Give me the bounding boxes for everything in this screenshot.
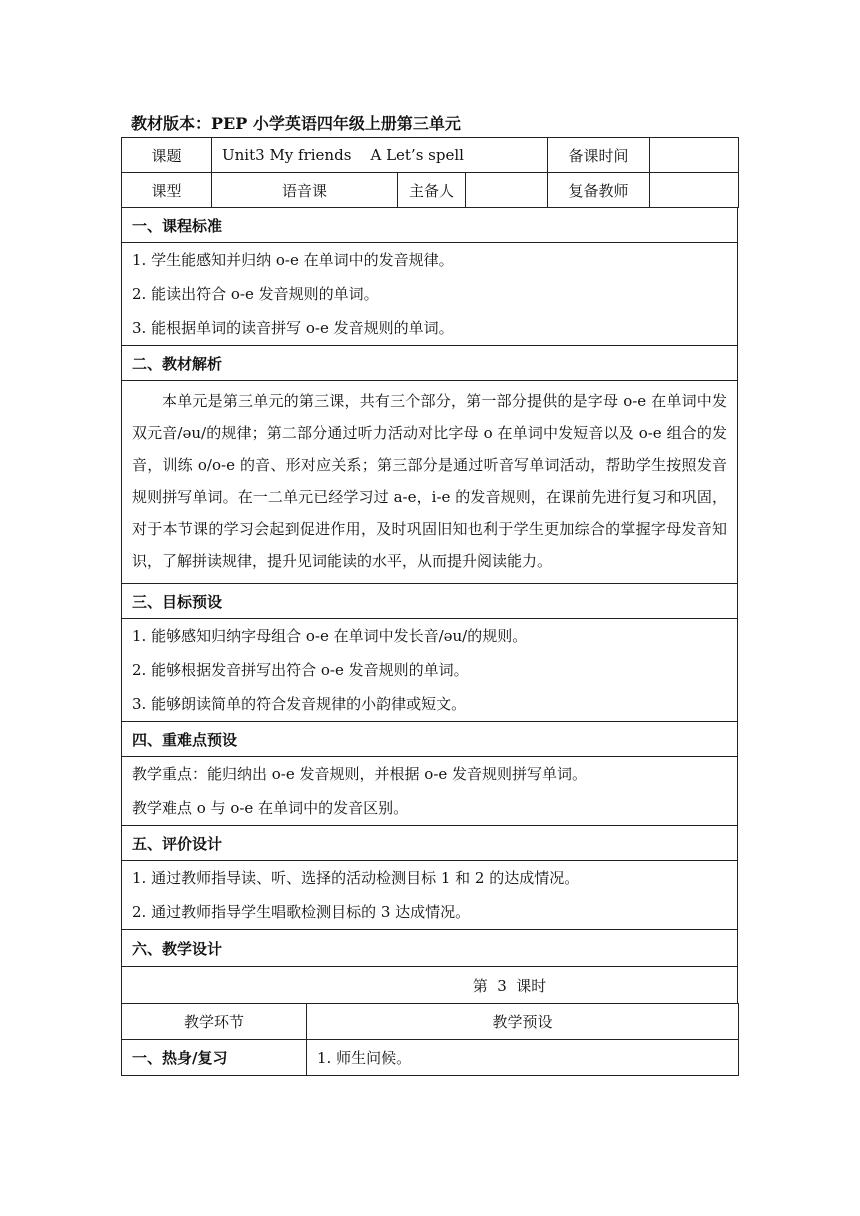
type-value: 语音课 [212, 173, 398, 208]
content-table [121, 207, 738, 1004]
list-item: 教学重点：能归纳出 o-e 发音规则，并根据 o-e 发音规则拼写单词。 [132, 765, 588, 783]
section-4-body [122, 757, 738, 826]
section-1-title: 一、课程标准 [122, 208, 738, 243]
list-item: 2. 通过教师指导学生唱歌检测目标的 3 达成情况。 [132, 903, 471, 921]
teaching-design-table [121, 1003, 739, 1076]
lesson-number: 第 3 课时 [122, 967, 738, 1004]
section-1-body [122, 243, 738, 346]
stage-cell: 一、热身/复习 [122, 1040, 307, 1076]
lesson-plan-frame [121, 137, 738, 1076]
section-5-body [122, 861, 738, 930]
reviewer-value [650, 173, 739, 208]
topic-label: 课题 [122, 138, 212, 173]
section-3-body [122, 619, 738, 722]
table-row [122, 1040, 739, 1076]
list-item: 3. 能根据单词的读音拼写 o-e 发音规则的单词。 [132, 319, 454, 337]
prep-time-value [650, 138, 739, 173]
prep-time-label: 备课时间 [548, 138, 650, 173]
column-header-stage: 教学环节 [122, 1004, 307, 1040]
textbook-version-header: 教材版本：PEP 小学英语四年级上册第三单元 [131, 114, 461, 133]
info-table [121, 137, 739, 208]
topic-value: Unit3 My friends A Let’s spell [212, 138, 548, 173]
section-6-title: 六、教学设计 [122, 930, 738, 967]
column-header-plan: 教学预设 [307, 1004, 739, 1040]
lead-value [466, 173, 548, 208]
section-5-title: 五、评价设计 [122, 826, 738, 861]
list-item: 1. 通过教师指导读、听、选择的活动检测目标 1 和 2 的达成情况。 [132, 869, 580, 887]
section-2-title: 二、教材解析 [122, 346, 738, 381]
plan-cell: 1. 师生问候。 [307, 1040, 739, 1076]
list-item: 2. 能够根据发音拼写出符合 o-e 发音规则的单词。 [132, 661, 469, 679]
list-item: 2. 能读出符合 o-e 发音规则的单词。 [132, 285, 379, 303]
type-label: 课型 [122, 173, 212, 208]
section-4-title: 四、重难点预设 [122, 722, 738, 757]
list-item: 1. 能够感知归纳字母组合 o-e 在单词中发长音/əu/的规则。 [132, 627, 528, 645]
lead-label: 主备人 [398, 173, 466, 208]
list-item: 1. 学生能感知并归纳 o-e 在单词中的发音规律。 [132, 251, 454, 269]
list-item: 教学难点 o 与 o-e 在单词中的发音区别。 [132, 799, 409, 817]
section-3-title: 三、目标预设 [122, 584, 738, 619]
reviewer-label: 复备教师 [548, 173, 650, 208]
section-2-paragraph: 本单元是第三单元的第三课，共有三个部分，第一部分提供的是字母 o-e 在单词中发双元音/əu/的规律；第二部分通过听力活动对比字母 o 在单词中发短音以及 o-e 组合的发音，训练 o/o-e 的音、形对应关系；第三部分是通过听音写单词活动，帮助学生按照发音规则拼写单词。在一二单元已经学习过 a-e，i-e 的发音规则，在课前先进行复习和巩固，对于本节课的学习会起到促进作用，及时巩固旧知也利于学生更加综合的掌握字母发音知识，了解拼读规律，提升见词能读的水平，从而提升阅读能力。 [122, 381, 738, 584]
list-item: 3. 能够朗读简单的符合发音规律的小韵律或短文。 [132, 695, 467, 713]
